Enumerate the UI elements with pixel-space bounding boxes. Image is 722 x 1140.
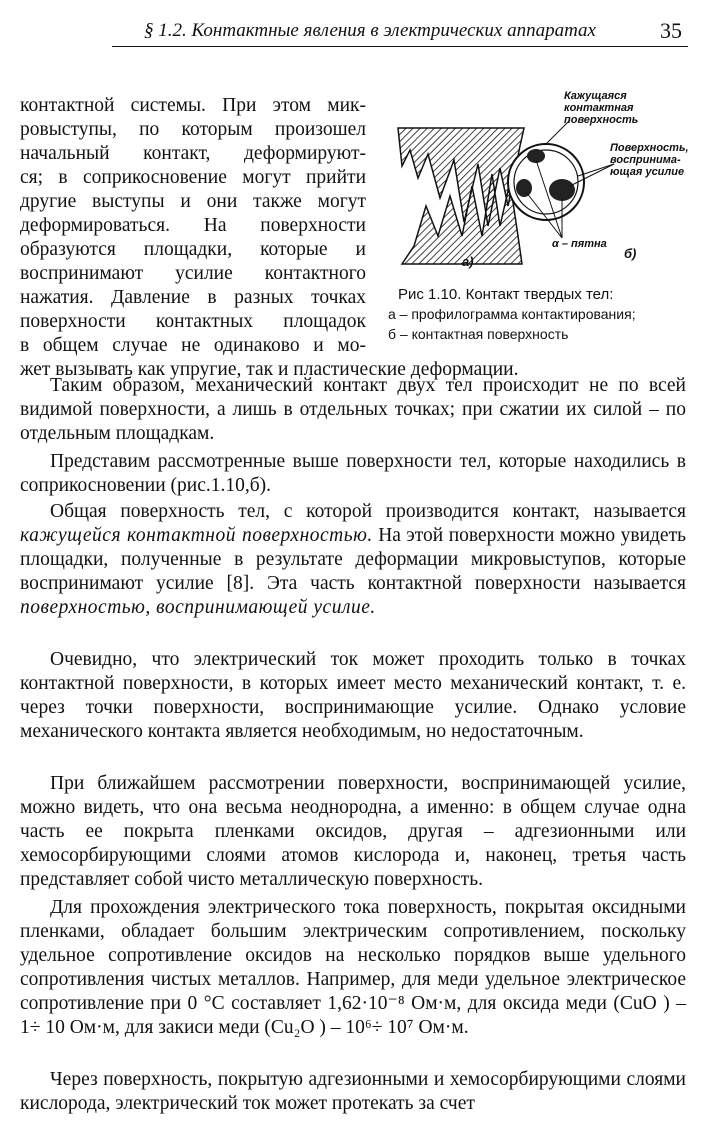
running-header <box>112 10 688 47</box>
text-line: в общем случае не одинаково и мо- <box>20 335 366 356</box>
figure-1-10 <box>384 86 694 344</box>
paragraph: При ближайшем рассмотрении поверхности, воспринимающей усилие, можно видеть, что она весьма неоднородна, а именно: в общем случае одна часть ее покрыта пленками оксидов, другая – адгезионными или хемосорбирующими слоями атомов кислорода и, наконец, третья часть представляет собой чисто металлическую поверхность. <box>20 773 686 890</box>
alpha-spot <box>549 179 575 201</box>
header-title: § 1.2. Контактные явления в электрических аппаратах <box>144 20 596 41</box>
text-line: нажатия. Давление в разных точках <box>20 287 366 308</box>
label-bearing-surface: Поверхность, воспринима- ющая усилие <box>610 142 689 178</box>
paragraph: Для прохождения электрического тока поверхность, покрытая оксидными пленками, обладает большим электрическим сопротивлением, поскольку удельное сопротивление оксидов на несколько порядков выше удельного сопротивления чистых металлов. Например, для меди удельное электрическое сопротивление при 0 °С составляет 1,62·10⁻⁸ Ом·м, для оксида меди (CuO ) – 1÷ 10 Ом·м, для закиси меди (Cu₂O ) – 10⁶÷ 10⁷ Ом·м. <box>20 897 686 1038</box>
label-a: а) <box>462 254 474 269</box>
text-span: Общая поверхность тел, с которой производится контакт, называется <box>50 501 686 522</box>
text-line: поверхности контактных площадок <box>20 311 366 332</box>
figure-caption-b: б – контактная поверхность <box>388 326 569 342</box>
term-apparent-contact-surface: кажущейся контактной поверхностью. <box>20 525 373 546</box>
text-span: На этой поверхности можно увидеть площадки, полученные в результате деформации микровыступов, которые воспринимают усилие [8]. Эта часть контактной поверхности называется <box>20 525 686 594</box>
paragraph: Таким образом, механический контакт двух тел происходит не по всей видимой поверхности, а лишь в отдельных точках; при сжатии их силой – по отдельным площадкам. <box>20 375 686 444</box>
text-line: деформироваться. На поверхности <box>20 215 366 236</box>
text-line: ровыступы, по которым произошел <box>20 119 366 140</box>
text-line: воспринимают усилие контактного <box>20 263 366 284</box>
text-line: образуются площадки, которые и <box>20 239 366 260</box>
text-line: другие выступы и они также могут <box>20 191 366 212</box>
label-apparent-surface: Кажущаяся контактная поверхность <box>564 90 639 126</box>
figure-caption: Рис 1.10. Контакт твердых тел: <box>398 286 614 303</box>
paragraph: Через поверхность, покрытую адгезионными и хемосорбирующими слоями кислорода, электрический ток может протекать за счет <box>20 1069 686 1114</box>
paragraph: Представим рассмотренные выше поверхности тел, которые находились в соприкосновении (рис.1.10,б). <box>20 451 686 496</box>
figure-caption-a: а – профилограмма контактирования; <box>388 306 636 322</box>
term-bearing-surface: поверхностью, воспринимающей усилие. <box>20 597 376 618</box>
alpha-spot <box>516 179 532 197</box>
text-line: ся; в соприкосновение могут прийти <box>20 167 366 188</box>
page-number: 35 <box>660 18 682 43</box>
text-line: контактной системы. При этом мик- <box>20 95 366 116</box>
paragraph-definitions <box>20 500 686 620</box>
label-b: б) <box>624 246 637 261</box>
paragraph: Очевидно, что электрический ток может проходить только в точках контактной поверхности, в которых имеет место механический контакт, т. е. через точки поверхности, воспринимающие усилие. Однако условие механического контакта является необходимым, но недостаточным. <box>20 649 686 742</box>
text-line: начальный контакт, деформируют- <box>20 143 366 164</box>
text-line: жет вызывать как упругие, так и пластические деформации. <box>20 359 519 380</box>
label-alpha-spots: α – пятна <box>552 238 607 250</box>
